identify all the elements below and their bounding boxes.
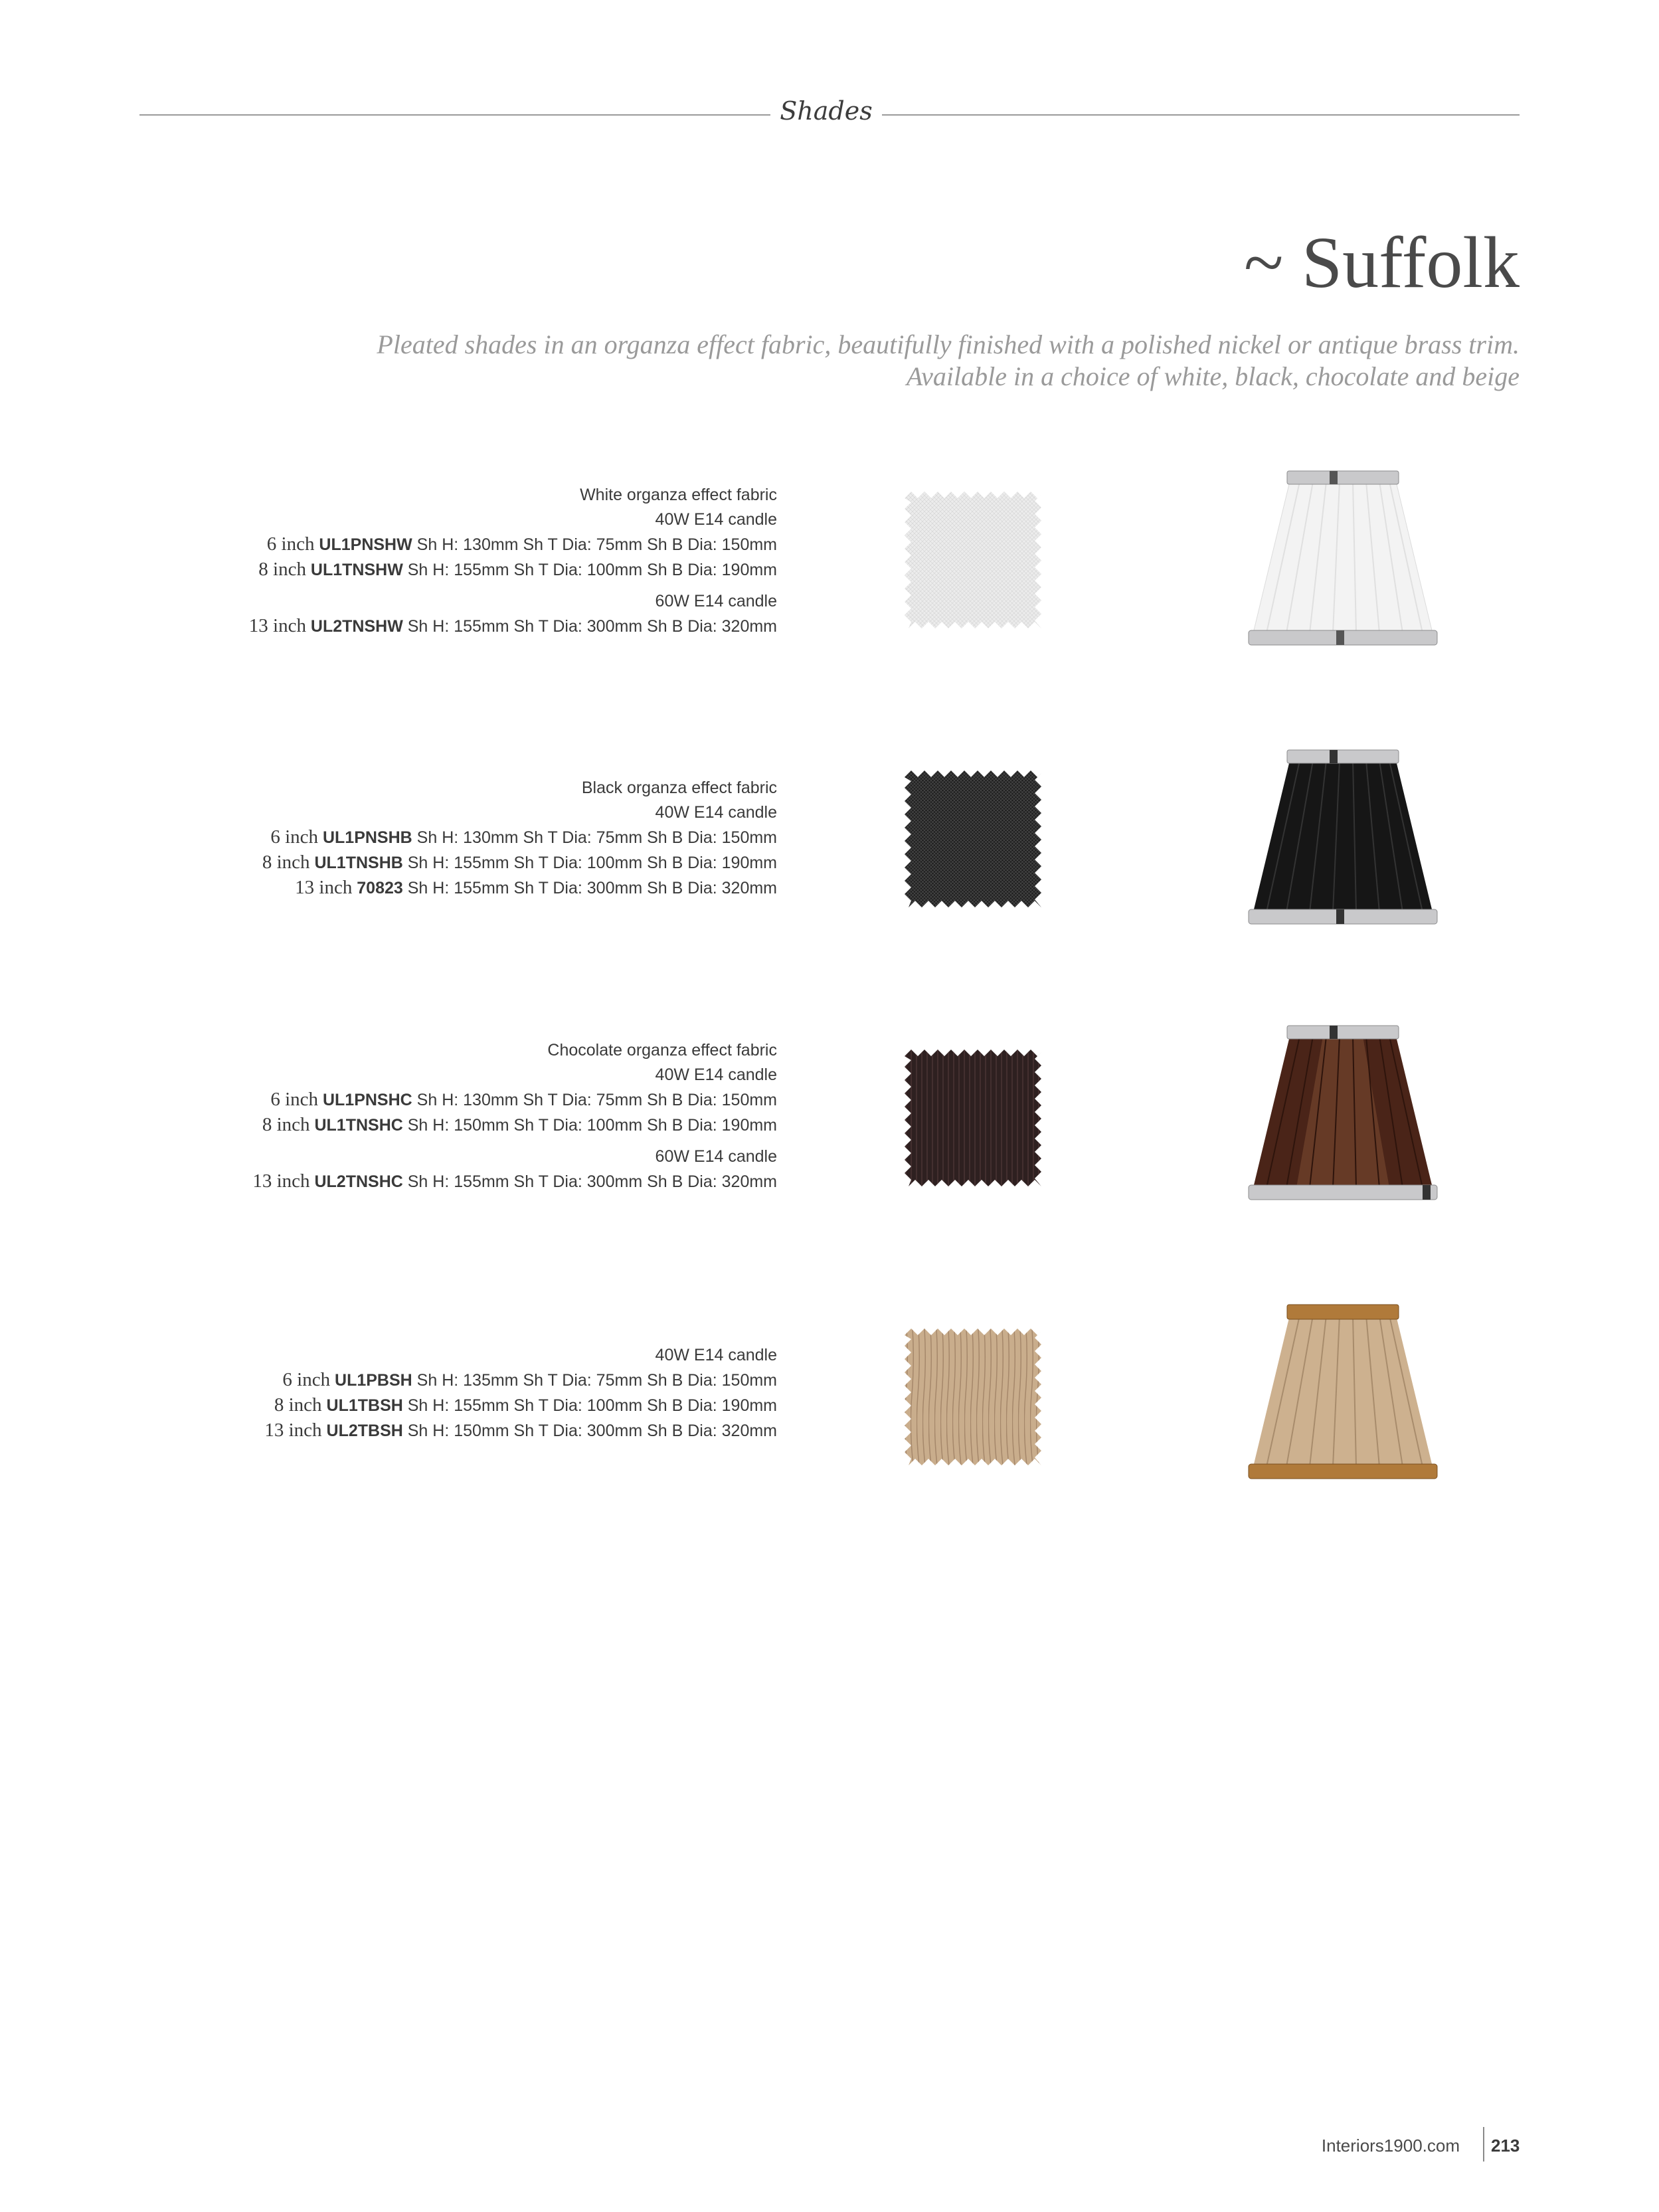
fabric-name: Black organza effect fabric (581, 779, 777, 797)
dimensions: Sh H: 155mm Sh T Dia: 100mm Sh B Dia: 190mm (402, 854, 777, 872)
lampshade-chocolate (1237, 1023, 1449, 1209)
size-label: 13 inch (252, 1170, 310, 1192)
dimensions: Sh H: 130mm Sh T Dia: 75mm Sh B Dia: 150mm (412, 535, 777, 554)
lampshade-black (1237, 747, 1449, 933)
dimensions: Sh H: 130mm Sh T Dia: 75mm Sh B Dia: 150mm (412, 828, 777, 847)
lamp-type: 40W E14 candle (655, 803, 777, 822)
dimensions: Sh H: 155mm Sh T Dia: 300mm Sh B Dia: 320mm (402, 617, 777, 636)
spec-row (262, 850, 777, 876)
product-code: UL1PNSHC (322, 1091, 412, 1109)
header-rule-left (139, 114, 770, 116)
spec-row (249, 557, 777, 583)
fabric-swatch-white (905, 492, 1041, 628)
lamp-type: 40W E14 candle (655, 510, 777, 529)
spec-row (264, 1418, 777, 1443)
size-label: 13 inch (295, 877, 353, 898)
product-spec-block (252, 1038, 777, 1194)
spec-row (264, 1393, 777, 1418)
footer-divider (1483, 2127, 1484, 2162)
collection-description-line-2: Available in a choice of white, black, chocolate and beige (906, 361, 1520, 391)
product-code: UL1PNSHW (319, 535, 412, 554)
lamp-type: 60W E14 candle (655, 592, 777, 610)
product-spec-block (249, 483, 777, 639)
size-label: 8 inch (274, 1394, 322, 1416)
size-label: 13 inch (264, 1420, 322, 1441)
spec-row (249, 614, 777, 639)
dimensions: Sh H: 155mm Sh T Dia: 100mm Sh B Dia: 190mm (402, 1396, 777, 1415)
size-label: 13 inch (248, 615, 306, 636)
spec-row (252, 1087, 777, 1113)
product-spec-block (264, 1343, 777, 1443)
lamp-type: 60W E14 candle (655, 1147, 777, 1166)
fabric-name: White organza effect fabric (580, 486, 777, 504)
section-title: Shades (780, 96, 873, 126)
lamp-type: 40W E14 candle (655, 1065, 777, 1084)
dimensions: Sh H: 155mm Sh T Dia: 300mm Sh B Dia: 320mm (402, 879, 777, 897)
collection-title: ~ Suffolk (1243, 222, 1520, 303)
product-code: 70823 (357, 879, 403, 897)
dimensions: Sh H: 155mm Sh T Dia: 300mm Sh B Dia: 320mm (402, 1172, 777, 1191)
product-code: UL1TNSHB (314, 854, 403, 872)
dimensions: Sh H: 150mm Sh T Dia: 300mm Sh B Dia: 320mm (402, 1422, 777, 1440)
product-spec-block (262, 776, 777, 901)
size-label: 8 inch (262, 852, 310, 873)
spec-row (264, 1368, 777, 1393)
fabric-name: Chocolate organza effect fabric (547, 1041, 777, 1060)
fabric-swatch-black (905, 771, 1041, 907)
lampshade-beige (1237, 1302, 1449, 1488)
collection-description-line-1: Pleated shades in an organza effect fabric, beautifully finished with a polished nickel or antique brass trim. (377, 329, 1520, 359)
product-code: UL1TNSHC (314, 1116, 403, 1135)
size-label: 8 inch (262, 1114, 310, 1135)
spec-row (252, 1169, 777, 1194)
dimensions: Sh H: 150mm Sh T Dia: 100mm Sh B Dia: 190mm (402, 1116, 777, 1135)
size-label: 6 inch (270, 826, 319, 848)
product-code: UL1TNSHW (310, 561, 403, 579)
size-label: 6 inch (270, 1089, 319, 1110)
dimensions: Sh H: 135mm Sh T Dia: 75mm Sh B Dia: 150mm (412, 1371, 777, 1390)
product-code: UL2TBSH (326, 1422, 403, 1440)
product-code: UL1PBSH (335, 1371, 412, 1390)
footer-website: Interiors1900.com (1321, 2136, 1460, 2156)
spec-row (262, 876, 777, 901)
lamp-type: 40W E14 candle (655, 1346, 777, 1364)
header-rule-right (882, 114, 1520, 116)
dimensions: Sh H: 155mm Sh T Dia: 100mm Sh B Dia: 190mm (402, 561, 777, 579)
product-code: UL2TNSHC (314, 1172, 403, 1191)
size-label: 8 inch (258, 559, 306, 580)
fabric-swatch-beige (905, 1329, 1041, 1465)
product-code: UL1PNSHB (322, 828, 412, 847)
page-number: 213 (1491, 2136, 1520, 2156)
product-code: UL1TBSH (326, 1396, 403, 1415)
size-label: 6 inch (282, 1369, 331, 1390)
size-label: 6 inch (266, 533, 315, 555)
fabric-swatch-chocolate (905, 1050, 1041, 1186)
dimensions: Sh H: 130mm Sh T Dia: 75mm Sh B Dia: 150mm (412, 1091, 777, 1109)
spec-row (249, 532, 777, 557)
product-code: UL2TNSHW (310, 617, 403, 636)
lampshade-white (1237, 468, 1449, 654)
spec-row (252, 1113, 777, 1138)
spec-row (262, 825, 777, 850)
